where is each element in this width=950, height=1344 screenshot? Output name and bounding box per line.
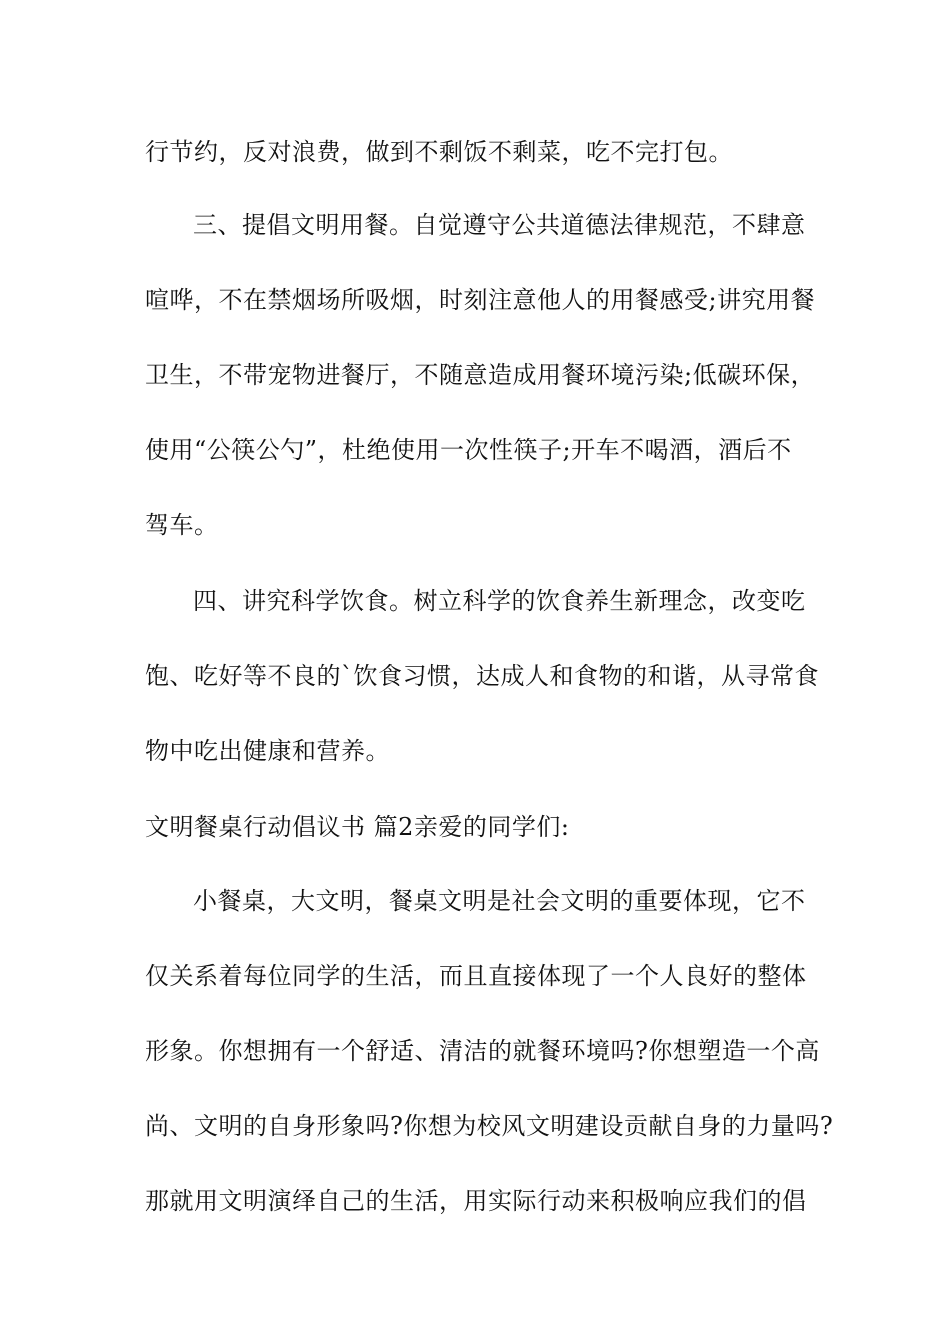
text-line: 行节约，反对浪费，做到不剩饭不剩菜，吃不完打包。 (145, 138, 733, 166)
text-line: 形象。你想拥有一个舒适、清洁的就餐环境吗?你想塑造一个高 (145, 1037, 820, 1065)
paragraph-heading-4: 四、讲究科学饮食。树立科学的饮食养生新理念，改变吃 (193, 587, 806, 615)
text-line: 那就用文明演绎自己的生活，用实际行动来积极响应我们的倡 (145, 1187, 807, 1215)
text-line: 使用“公筷公勺”，杜绝使用一次性筷子;开车不喝酒，酒后不 (145, 436, 792, 464)
text-line: 饱、吃好等不良的`饮食习惯，达成人和食物的和谐，从寻常食 (145, 662, 819, 690)
text-line: 尚、文明的自身形象吗?你想为校风文明建设贡献自身的力量吗? (145, 1112, 834, 1140)
section-title: 文明餐桌行动倡议书 篇2亲爱的同学们: (145, 813, 570, 841)
text-line: 喧哗，不在禁烟场所吸烟，时刻注意他人的用餐感受;讲究用餐 (145, 286, 816, 314)
text-line: 物中吃出健康和营养。 (145, 737, 390, 765)
text-line: 卫生，不带宠物进餐厅，不随意造成用餐环境污染;低碳环保， (145, 361, 816, 389)
text-line: 驾车。 (145, 511, 219, 539)
paragraph-start: 小餐桌，大文明，餐桌文明是社会文明的重要体现，它不 (193, 887, 806, 915)
paragraph-heading-3: 三、提倡文明用餐。自觉遵守公共道德法律规范，不肆意 (193, 211, 806, 239)
text-line: 仅关系着每位同学的生活，而且直接体现了一个人良好的整体 (145, 962, 807, 990)
